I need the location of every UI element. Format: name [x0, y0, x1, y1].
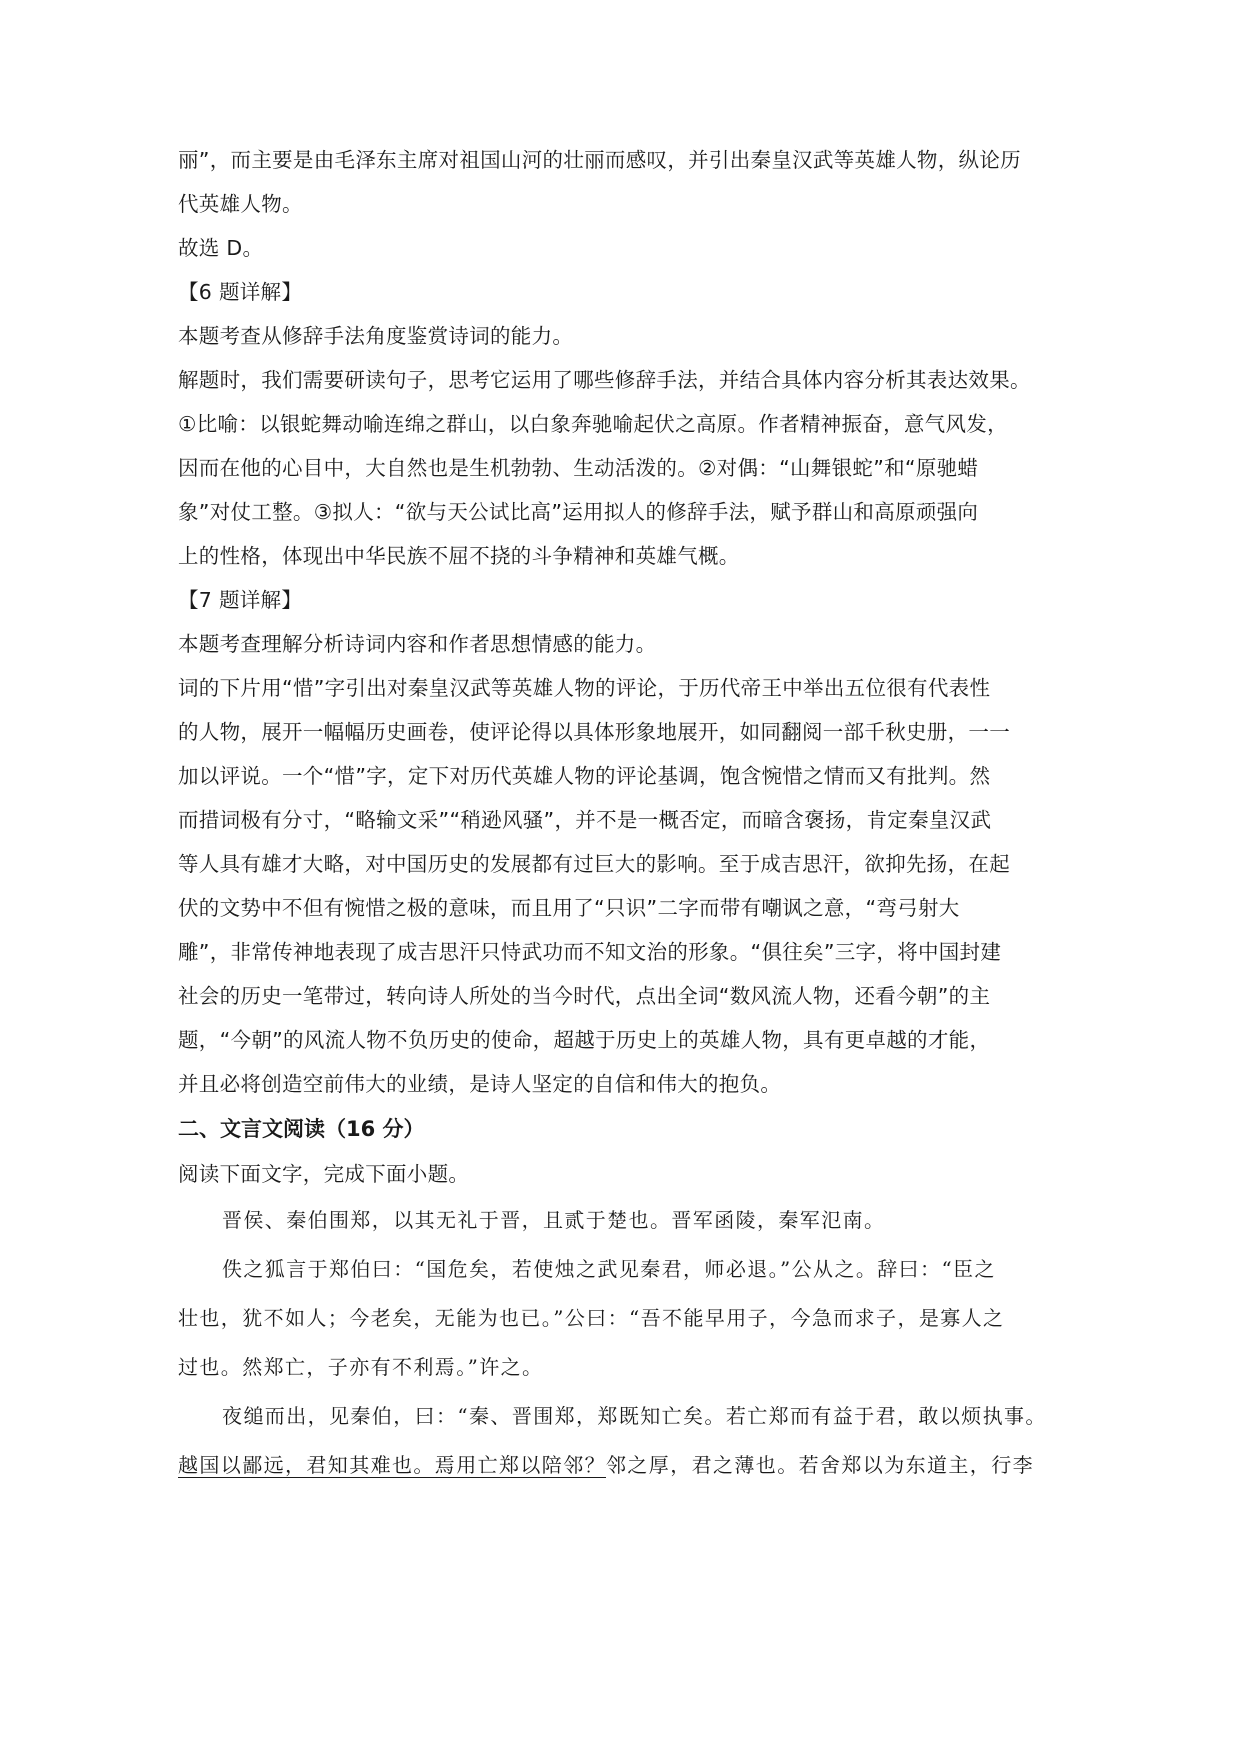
- question-6-title: 【6 题详解】: [178, 280, 303, 304]
- classical-paragraph-1: 晋侯、秦伯围郑，以其无礼于晋，且贰于楚也。晋军函陵，秦军氾南。: [222, 1208, 886, 1232]
- question-5-analysis: [178, 138, 1078, 270]
- text-line: 而措词极有分寸，“略输文采”“稍逊风骚”，并不是一概否定，而暗含褒扬，肯定秦皇汉武: [178, 808, 992, 832]
- text-line: 等人具有雄才大略，对中国历史的发展都有过巨大的影响。至于成吉思汗，欲抑先扬，在起: [178, 852, 1010, 876]
- text-line: 丽”，而主要是由毛泽东主席对祖国山河的壮丽而感叹，并引出秦皇汉武等英雄人物，纵论历: [178, 148, 1021, 172]
- text-line: 伏的文势中不但有惋惜之极的意味，而且用了“只识”二字而带有嘲讽之意，“弯弓射大: [178, 896, 960, 920]
- section-heading: 二、文言文阅读（16 分）: [178, 1117, 425, 1141]
- text-line: 上的性格，体现出中华民族不屈不挠的斗争精神和英雄气概。: [178, 544, 740, 568]
- text-line: 社会的历史一笔带过，转向诗人所处的当今时代，点出全词“数风流人物，还看今朝”的主: [178, 984, 991, 1008]
- classical-line: 壮也，犹不如人；今老矣，无能为也已。”公曰：“吾不能早用子，今急而求子，是寡人之: [178, 1306, 1005, 1330]
- text-line: ①比喻：以银蛇舞动喻连绵之群山，以白象奔驰喻起伏之高原。作者精神振奋，意气风发，: [178, 412, 1008, 436]
- text-line: 象”对仗工整。③拟人：“欲与天公试比高”运用拟人的修辞手法，赋予群山和高原顽强向: [178, 500, 979, 524]
- classical-text: 邻之厚，君之薄也。若舍郑以为东道主，行李: [606, 1453, 1034, 1477]
- text-line: 因而在他的心目中，大自然也是生机勃勃、生动活泼的。②对偶：“山舞银蛇”和“原驰蜡: [178, 456, 979, 480]
- classical-line: 过也。然郑亡，子亦有不利焉。”许之。: [178, 1355, 544, 1379]
- classical-line: 夜缒而出，见秦伯，曰：“秦、晋围郑，郑既知亡矣。若亡郑而有益于君，敢以烦执事。: [222, 1404, 1047, 1428]
- text-line: 的人物，展开一幅幅历史画卷，使评论得以具体形象地展开，如同翻阅一部千秋史册，一一: [178, 720, 1010, 744]
- text-line: 并且必将创造空前伟大的业绩，是诗人坚定的自信和伟大的抱负。: [178, 1072, 782, 1096]
- underlined-sentence: 越国以鄙远，君知其难也。焉用亡郑以陪邻？: [178, 1453, 606, 1477]
- text-line: 加以评说。一个“惜”字，定下对历代英雄人物的评论基调，饱含惋惜之情而又有批判。然: [178, 764, 991, 788]
- question-7-analysis: [178, 578, 1078, 1106]
- reading-instruction: 阅读下面文字，完成下面小题。: [178, 1162, 470, 1186]
- text-line: 本题考查理解分析诗词内容和作者思想情感的能力。: [178, 632, 657, 656]
- answer-line: 故选 D。: [178, 236, 264, 260]
- text-line: 代英雄人物。: [178, 192, 303, 216]
- document-page: [178, 138, 1078, 1490]
- text-line: 题，“今朝”的风流人物不负历史的使命，超越于历史上的英雄人物，具有更卓越的才能，: [178, 1028, 991, 1052]
- text-line: 雕”，非常传神地表现了成吉思汗只恃武功而不知文治的形象。“俱往矣”三字，将中国封建: [178, 940, 1002, 964]
- question-7-title: 【7 题详解】: [178, 588, 303, 612]
- text-line: 本题考查从修辞手法角度鉴赏诗词的能力。: [178, 324, 574, 348]
- classical-line: 佚之狐言于郑伯曰：“国危矣，若使烛之武见秦君，师必退。”公从之。辞曰：“臣之: [222, 1257, 996, 1281]
- section-2: [178, 1106, 1078, 1490]
- classical-paragraph-3: [178, 1392, 1078, 1490]
- question-6-analysis: [178, 270, 1078, 578]
- text-line: 解题时，我们需要研读句子，思考它运用了哪些修辞手法，并结合具体内容分析其表达效果。: [178, 368, 1031, 392]
- classical-paragraph-2: [178, 1245, 1078, 1392]
- text-line: 词的下片用“惜”字引出对秦皇汉武等英雄人物的评论，于历代帝王中举出五位很有代表性: [178, 676, 991, 700]
- classical-line: [178, 1441, 1078, 1490]
